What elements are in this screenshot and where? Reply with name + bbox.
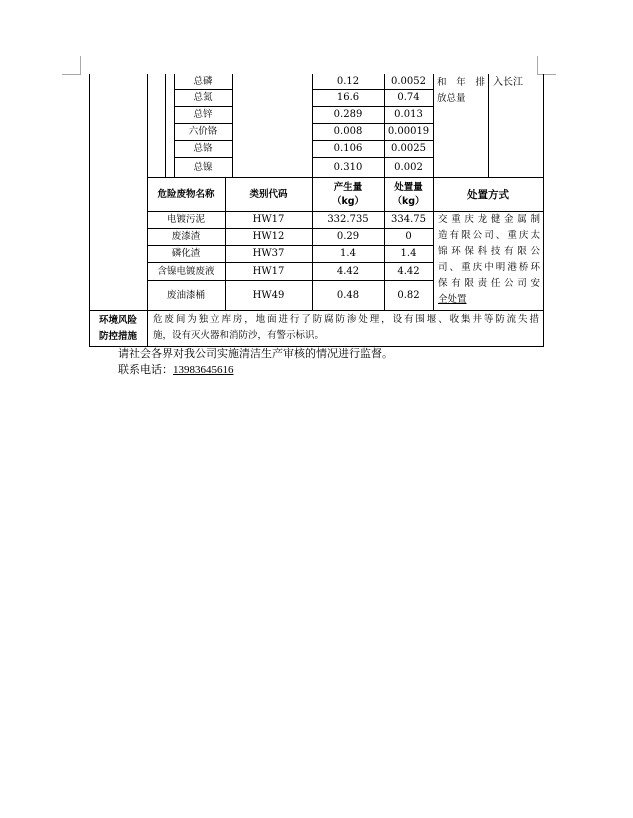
pollutant-amount: 0.013	[394, 109, 423, 120]
pollutant-name: 总铬	[193, 143, 213, 154]
disposal-method	[438, 212, 540, 308]
waste-handled: 4.42	[397, 265, 420, 277]
pollutant-amount: 0.74	[397, 92, 420, 103]
waste-produced: 0.48	[336, 289, 360, 301]
disposal-method-line: 司、重庆中明港桥环	[438, 262, 540, 273]
waste-code-header: 类别代码	[249, 188, 288, 200]
pollutant-concentration: 16.6	[336, 92, 360, 103]
footer-statement: 请社会各界对我公司实施清洁生产审核的情况进行监督。	[118, 347, 393, 360]
disposal-method-line: 保有限责任公司安	[438, 278, 540, 289]
waste-name: 废漆渣	[171, 231, 201, 242]
waste-produced: 332.735	[327, 214, 369, 225]
crop-mark	[80, 56, 81, 75]
waste-name: 废油漆桶	[166, 289, 205, 301]
waste-handled: 0.82	[397, 289, 420, 301]
pollutant-concentration: 0.008	[333, 126, 363, 137]
waste-name-header: 危险废物名称	[157, 188, 215, 200]
risk-text-line: 危废间为独立库房，地面进行了防腐防渗处理，设有围堰、收集井等防流失措	[153, 314, 539, 325]
waste-handled: 0	[405, 231, 412, 242]
disposal-method-line: 造有限公司、重庆太	[438, 230, 540, 241]
pollutant-concentration: 0.289	[333, 109, 363, 120]
crop-mark	[537, 56, 538, 75]
crop-mark	[62, 74, 81, 75]
waste-name: 含镍电镀废液	[157, 265, 215, 277]
pollutant-concentration: 0.12	[336, 76, 360, 87]
risk-label	[89, 311, 147, 346]
disposal-method-line: 全处置	[438, 294, 467, 305]
waste-code: HW37	[252, 248, 285, 259]
pollutant-name: 总氮	[193, 92, 213, 103]
pollutant-amount: 0.0025	[391, 143, 426, 154]
risk-label-line: 防控措施	[98, 330, 137, 342]
crop-mark	[537, 74, 556, 75]
phone-label: 联系电话：	[118, 363, 173, 376]
pollutant-amount: 0.002	[394, 161, 423, 173]
produced-header	[312, 178, 384, 211]
phone-number: 13983645616	[173, 364, 234, 376]
pollutant-name: 六价铬	[188, 126, 218, 137]
risk-text	[153, 312, 539, 344]
disposal-method-header: 处置方式	[467, 188, 509, 201]
waste-name: 磷化渣	[171, 248, 201, 259]
risk-text-line: 施，设有灭火器和消防沙，有警示标识。	[153, 330, 325, 341]
risk-label-line: 环境风险	[98, 314, 137, 326]
pollutant-name: 总锌	[193, 109, 213, 120]
emission-note-line: 放总量	[437, 93, 466, 104]
waste-produced: 4.42	[336, 265, 360, 277]
handled-header	[384, 178, 433, 211]
pollutant-name: 总镍	[193, 161, 213, 173]
waste-code: HW49	[252, 289, 285, 301]
pollutant-name: 总磷	[193, 76, 213, 87]
pollutant-concentration: 0.106	[333, 143, 363, 154]
waste-name: 电镀污泥	[166, 214, 205, 225]
discharge-destination: 入长江	[493, 77, 523, 88]
handled-header-unit: （kg）	[392, 195, 425, 207]
waste-code: HW17	[252, 265, 285, 277]
disposal-method-line: 交重庆龙健金属制	[438, 214, 540, 225]
disposal-method-line: 锦环保科技有限公	[438, 246, 540, 257]
waste-code: HW17	[252, 214, 285, 225]
pollutant-amount: 0.0052	[391, 76, 426, 87]
pollutant-amount: 0.00019	[387, 126, 430, 137]
waste-produced: 0.29	[336, 231, 360, 242]
produced-header-label: 产生量	[333, 181, 363, 193]
handled-header-label: 处置量	[394, 181, 423, 193]
produced-header-unit: （kg）	[331, 195, 365, 207]
waste-code: HW12	[252, 231, 285, 242]
emission-note	[437, 75, 485, 107]
waste-handled: 334.75	[391, 214, 426, 225]
footer-contact	[118, 362, 234, 378]
pollutant-concentration: 0.310	[333, 161, 363, 173]
emission-note-line: 和 年 排	[437, 77, 485, 88]
waste-handled: 1.4	[400, 248, 417, 259]
waste-produced: 1.4	[340, 248, 356, 259]
